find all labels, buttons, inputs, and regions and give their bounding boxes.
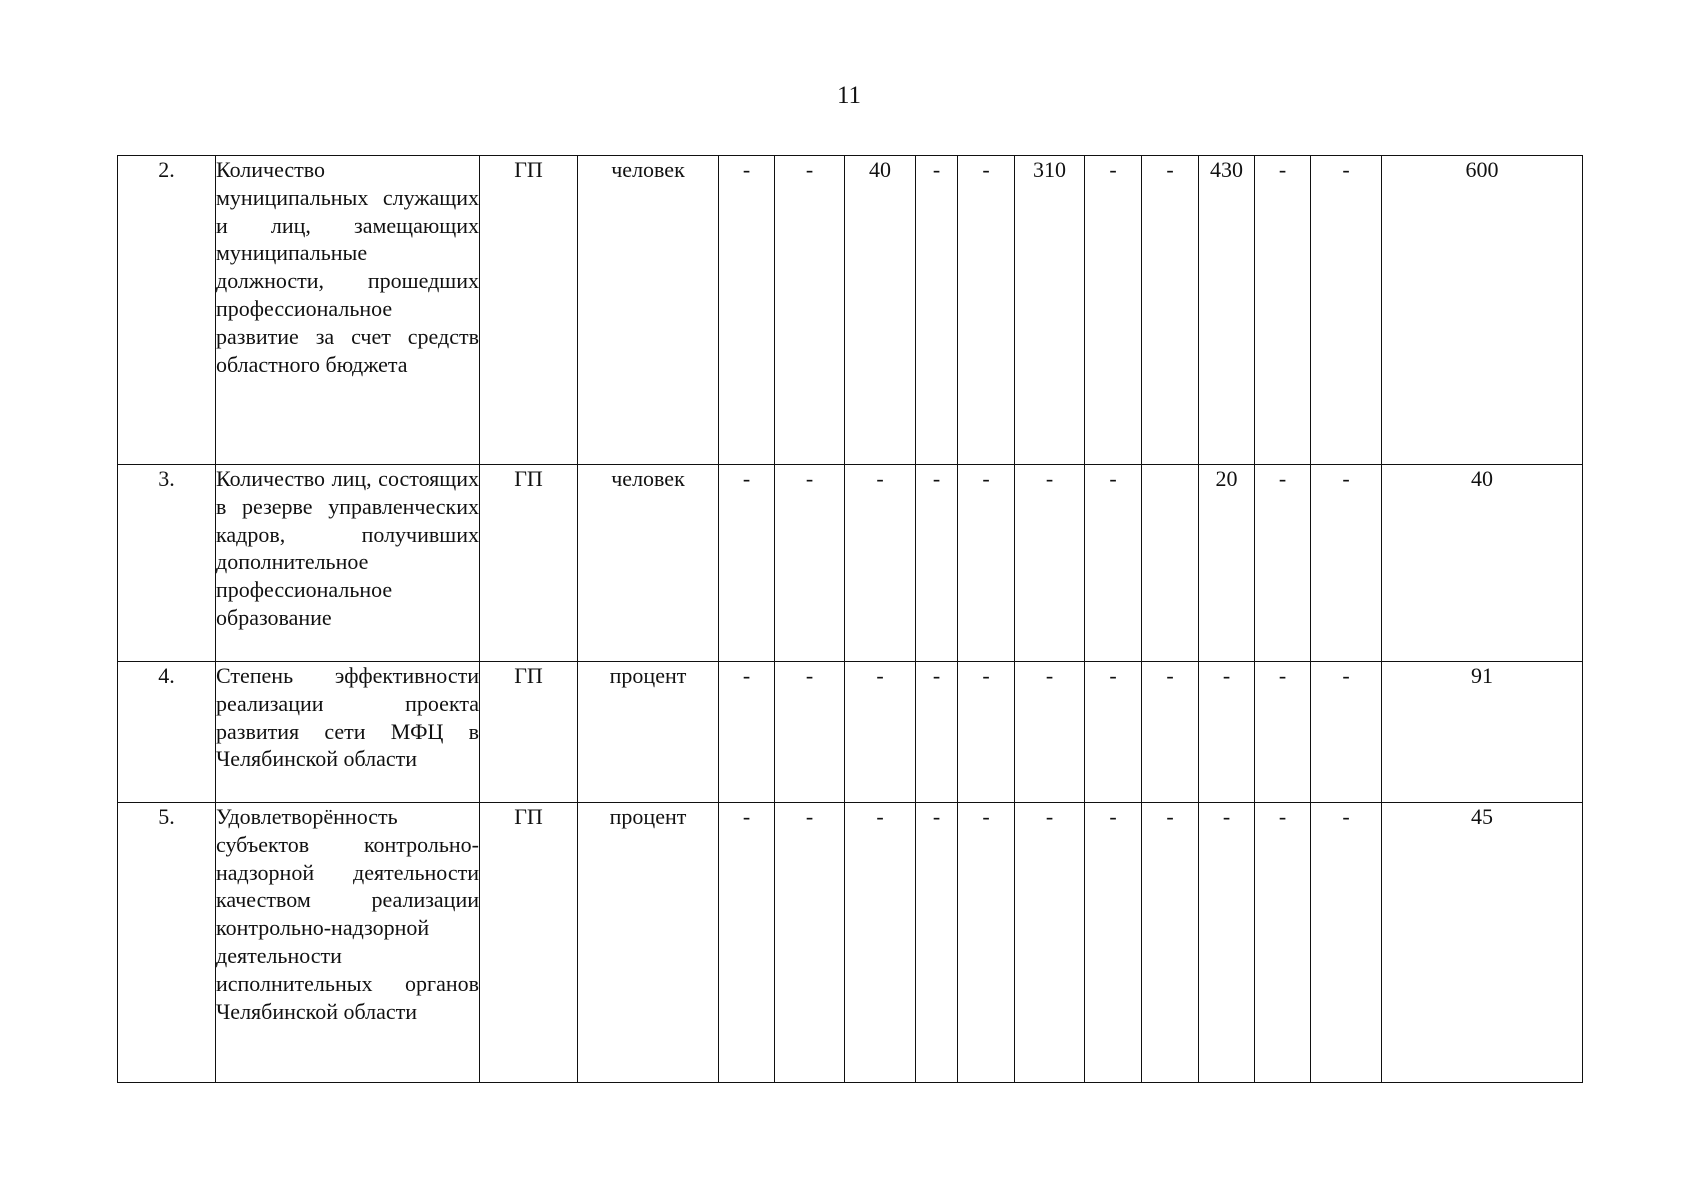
value-cell: -	[916, 803, 958, 1083]
value-cell: 40	[845, 156, 916, 465]
value-cell: -	[1311, 465, 1382, 662]
value-cell: -	[719, 465, 775, 662]
indicator-name: Количество лиц, состоящих в резерве управленческих кадров, получивших дополнительное профессиональное образование	[216, 465, 480, 662]
value-cell: -	[719, 156, 775, 465]
value-cell: -	[1255, 803, 1311, 1083]
value-cell: -	[1255, 662, 1311, 803]
value-cell: -	[1142, 156, 1199, 465]
value-cell: -	[775, 803, 845, 1083]
row-number: 2.	[118, 156, 216, 465]
value-cell: -	[1311, 662, 1382, 803]
final-value: 600	[1382, 156, 1583, 465]
value-cell: -	[1085, 156, 1142, 465]
value-cell: -	[775, 465, 845, 662]
value-cell: -	[845, 465, 916, 662]
indicators-table	[117, 155, 1583, 1083]
value-cell: -	[1255, 156, 1311, 465]
value-cell: -	[1085, 662, 1142, 803]
value-cell: -	[845, 803, 916, 1083]
table-row	[118, 156, 1583, 465]
indicator-type: ГП	[480, 803, 578, 1083]
value-cell: -	[1311, 803, 1382, 1083]
value-cell: 310	[1015, 156, 1085, 465]
value-cell: -	[916, 662, 958, 803]
value-cell: -	[958, 803, 1015, 1083]
unit-of-measure: процент	[578, 803, 719, 1083]
indicator-name: Удовлетворённость субъектов контрольно-надзорной деятельности качеством реализации контрольно-надзорной деятельности исполнительных органов Челябинской области	[216, 803, 480, 1083]
indicator-type: ГП	[480, 156, 578, 465]
final-value: 91	[1382, 662, 1583, 803]
indicator-type: ГП	[480, 465, 578, 662]
value-cell: -	[1015, 465, 1085, 662]
unit-of-measure: процент	[578, 662, 719, 803]
value-cell: -	[719, 662, 775, 803]
value-cell: -	[1015, 662, 1085, 803]
final-value: 40	[1382, 465, 1583, 662]
value-cell: 430	[1199, 156, 1255, 465]
row-number: 3.	[118, 465, 216, 662]
value-cell: -	[916, 465, 958, 662]
row-number: 5.	[118, 803, 216, 1083]
value-cell: -	[775, 662, 845, 803]
value-cell: -	[1311, 156, 1382, 465]
value-cell: -	[958, 156, 1015, 465]
indicator-type: ГП	[480, 662, 578, 803]
value-cell: -	[1199, 803, 1255, 1083]
row-number: 4.	[118, 662, 216, 803]
value-cell: -	[719, 803, 775, 1083]
value-cell: -	[916, 156, 958, 465]
table-row	[118, 803, 1583, 1083]
unit-of-measure: человек	[578, 465, 719, 662]
value-cell: -	[1142, 803, 1199, 1083]
value-cell: -	[958, 662, 1015, 803]
value-cell	[1142, 465, 1199, 662]
value-cell: -	[1255, 465, 1311, 662]
indicator-name: Степень эффективности реализации проекта развития сети МФЦ в Челябинской области	[216, 662, 480, 803]
table-row	[118, 662, 1583, 803]
indicator-name: Количество муниципальных служащих и лиц, замещающих муниципальные должности, прошедших профессиональное развитие за счет средств областного бюджета	[216, 156, 480, 465]
value-cell: -	[845, 662, 916, 803]
unit-of-measure: человек	[578, 156, 719, 465]
page-number: 11	[836, 82, 862, 109]
table-row	[118, 465, 1583, 662]
value-cell: -	[1199, 662, 1255, 803]
value-cell: -	[1085, 465, 1142, 662]
value-cell: -	[1015, 803, 1085, 1083]
final-value: 45	[1382, 803, 1583, 1083]
value-cell: -	[1142, 662, 1199, 803]
value-cell: 20	[1199, 465, 1255, 662]
value-cell: -	[958, 465, 1015, 662]
value-cell: -	[1085, 803, 1142, 1083]
value-cell: -	[775, 156, 845, 465]
